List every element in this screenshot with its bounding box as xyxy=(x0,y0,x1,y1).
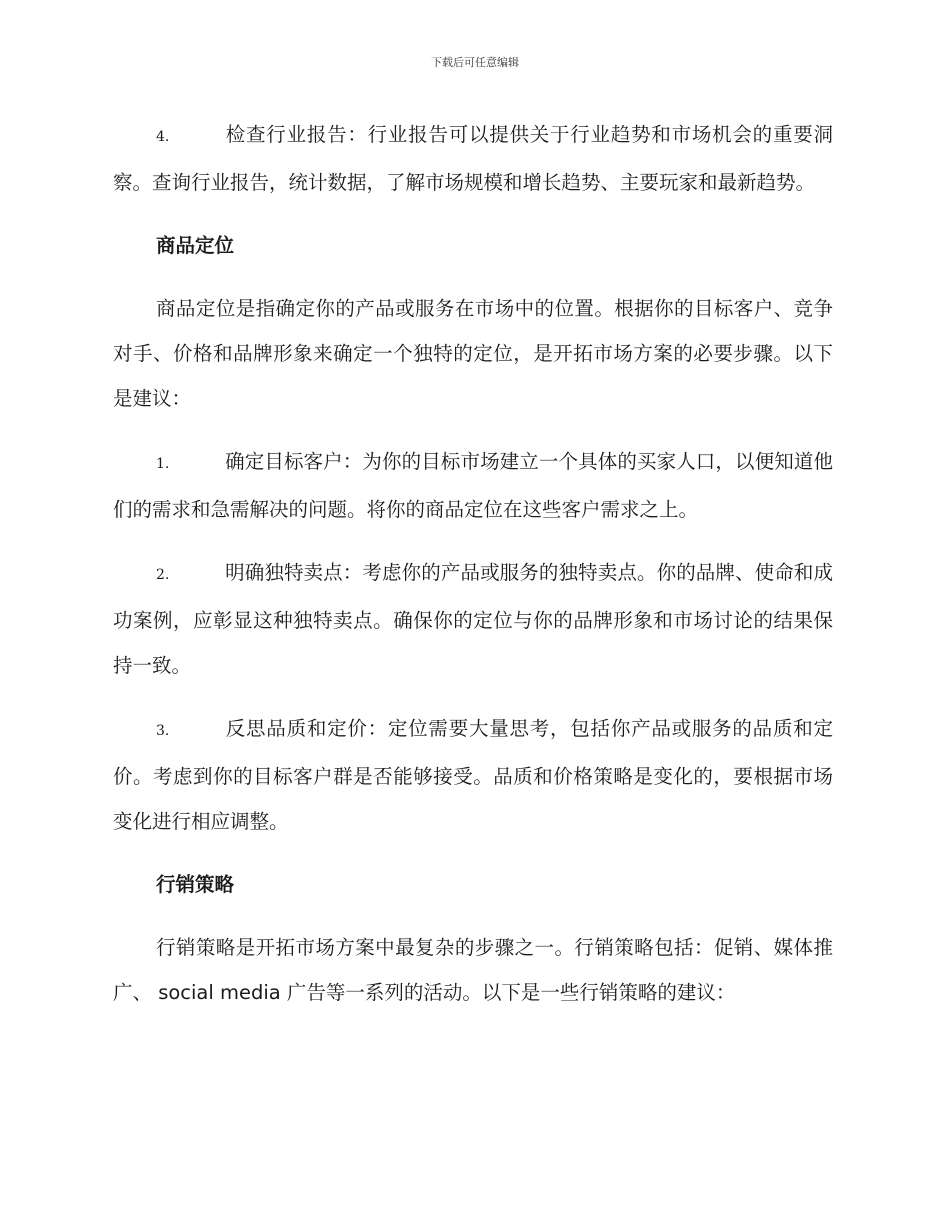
list-number: 2. xyxy=(156,567,170,583)
list-item-3 xyxy=(113,706,833,844)
section-heading-marketing: 行销策略 xyxy=(156,873,235,896)
list-number: 1. xyxy=(156,456,170,472)
list-item-1 xyxy=(113,439,833,532)
list-item-text: 明确独特卖点：考虑你的产品或服务的独特卖点。你的品牌、使命和成功案例，应彰显这种独特卖点。确保你的定位与你的品牌形象和市场讨论的结果保持一致。 xyxy=(113,561,833,677)
page-header: 下载后可任意编辑 xyxy=(431,56,519,69)
list-number: 4. xyxy=(156,129,170,145)
list-item-text: 确定目标客户：为你的目标市场建立一个具体的买家人口，以便知道他们的需求和急需解决的问题。将你的商品定位在这些客户需求之上。 xyxy=(113,450,833,521)
section-heading-positioning: 商品定位 xyxy=(156,234,235,257)
paragraph-marketing-intro: 行销策略是开拓市场方案中最复杂的步骤之一。行销策略包括：促销、媒体推广、 social media 广告等一系列的活动。以下是一些行销策略的建议： xyxy=(113,936,833,1004)
document-body xyxy=(113,112,833,1033)
list-item-text: 检查行业报告：行业报告可以提供关于行业趋势和市场机会的重要洞察。查询行业报告，统计数据，了解市场规模和增长趋势、主要玩家和最新趋势。 xyxy=(113,123,833,194)
list-number: 3. xyxy=(156,723,170,739)
paragraph-positioning-intro: 商品定位是指确定你的产品或服务在市场中的位置。根据你的目标客户、竞争对手、价格和品牌形象来确定一个独特的定位，是开拓市场方案的必要步骤。以下是建议： xyxy=(113,297,833,410)
list-item-4 xyxy=(113,112,833,205)
list-item-text: 反思品质和定价：定位需要大量思考，包括你产品或服务的品质和定价。考虑到你的目标客户群是否能够接受。品质和价格策略是变化的，要根据市场变化进行相应调整。 xyxy=(113,717,833,833)
list-item-2 xyxy=(113,550,833,688)
